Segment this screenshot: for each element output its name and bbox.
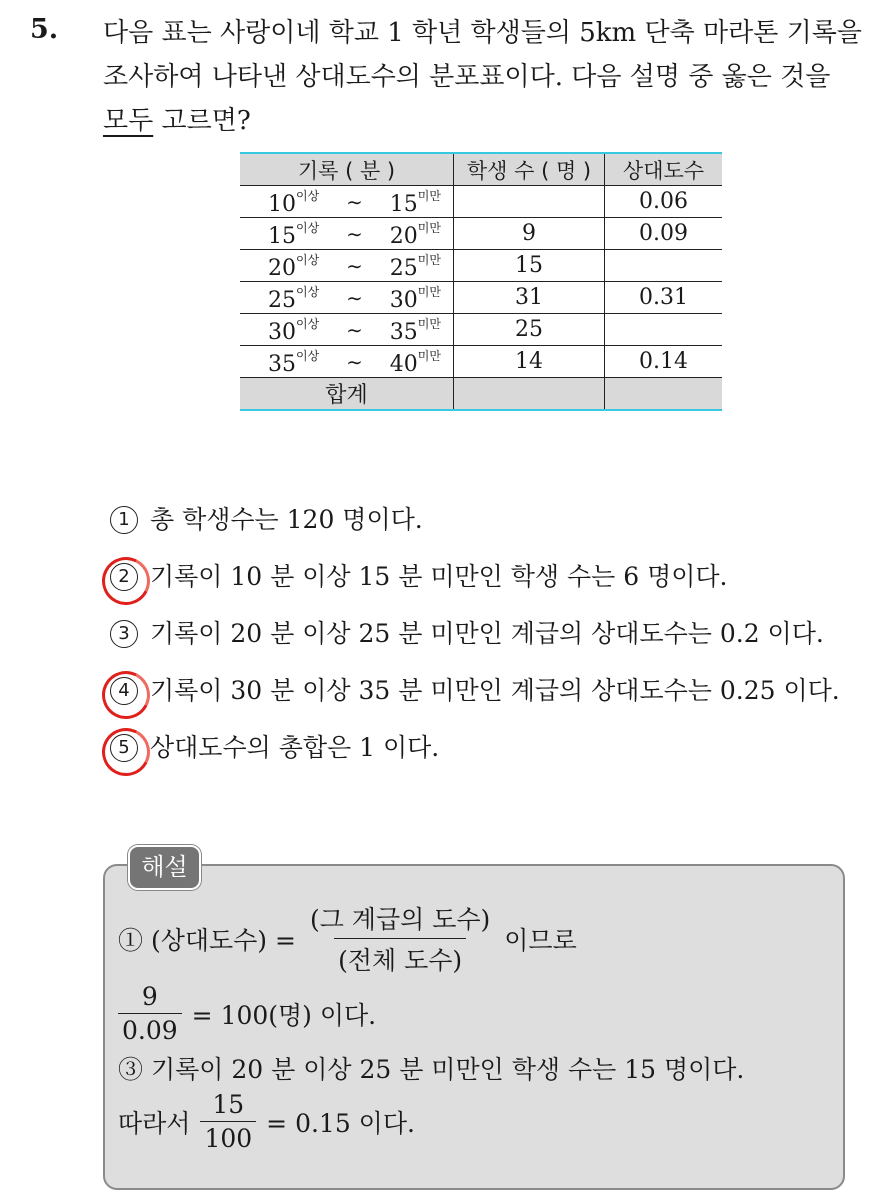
student-count [454,186,605,218]
table-row [240,314,722,346]
student-count: 9 [454,218,605,250]
solution-fraction-3 [200,1090,256,1153]
solution-l2-post: = 100(명) 이다. [191,1000,377,1030]
record-range: $10^{이상}$ ∼ $15^{미만}$ [240,186,454,218]
answer-check-mark [96,665,156,725]
relative-frequency [605,250,723,282]
solution-l1-pre: ① (상대도수) = [118,925,296,955]
header-record: 기록 ( 분 ) [240,153,454,186]
relative-frequency: 0.09 [605,218,723,250]
fraction-1-denominator: (전체 도수) [334,938,466,977]
answer-option [110,728,840,785]
relative-frequency [605,314,723,346]
question-emphasis: 모두 [103,106,154,136]
student-count: 15 [454,250,605,282]
header-relative: 상대도수 [605,153,723,186]
question-number: 5. [30,14,59,45]
record-range: $35^{이상}$ ∼ $40^{미만}$ [240,346,454,378]
solution-l4-pre: 따라서 [118,1108,191,1138]
total-relative [605,378,723,411]
answer-option [110,500,840,557]
relative-frequency: 0.31 [605,282,723,314]
question-line-2: 조사하여 나타낸 상대도수의 분포표이다. 다음 설명 중 옳은 것을 [103,62,831,92]
fraction-3-numerator: 15 [212,1090,245,1119]
fraction-2-denominator: 0.09 [118,1013,182,1045]
total-label: 합계 [240,378,454,411]
student-count: 31 [454,282,605,314]
option-number: 5 [110,734,138,762]
solution-fraction-2 [118,982,182,1045]
solution-l1-post: 이므로 [504,925,577,955]
frequency-table [240,152,722,411]
header-count: 학생 수 ( 명 ) [454,153,605,186]
student-count: 14 [454,346,605,378]
answer-check-mark [96,722,156,782]
fraction-3-denominator: 100 [200,1121,256,1153]
option-text: 기록이 20 분 이상 25 분 미만인 계급의 상대도수는 0.2 이다. [150,619,824,648]
option-number: 3 [110,620,138,648]
answer-option [110,671,840,728]
question-text [103,11,873,143]
answer-option [110,557,840,614]
record-range: $25^{이상}$ ∼ $30^{미만}$ [240,282,454,314]
solution-tag: 해설 [128,845,201,890]
record-range: $15^{이상}$ ∼ $20^{미만}$ [240,218,454,250]
solution-line-1 [118,900,577,977]
solution-line-4 [118,1090,415,1153]
option-number: 2 [110,563,138,591]
solution-l4-post: = 0.15 이다. [266,1108,415,1138]
answer-check-mark [96,551,156,611]
total-count [454,378,605,411]
question-line-1: 다음 표는 사랑이네 학교 1 학년 학생들의 5km 단축 마라톤 기록을 [103,18,862,48]
question-tail: 고르면? [153,106,251,136]
record-range: $20^{이상}$ ∼ $25^{미만}$ [240,250,454,282]
table-row [240,282,722,314]
option-number: 1 [110,506,138,534]
option-text: 상대도수의 총합은 1 이다. [150,733,440,762]
answer-options [110,500,840,785]
option-text: 기록이 30 분 이상 35 분 미만인 계급의 상대도수는 0.25 이다. [150,676,840,705]
fraction-2-numerator: 9 [141,982,158,1011]
table-row [240,186,722,218]
relative-frequency: 0.06 [605,186,723,218]
solution-line-3: ③ 기록이 20 분 이상 25 분 미만인 학생 수는 15 명이다. [118,1055,745,1084]
relative-frequency: 0.14 [605,346,723,378]
table-row [240,346,722,378]
solution-fraction-1 [306,900,494,977]
solution-line-2 [118,982,376,1045]
answer-option [110,614,840,671]
option-number: 4 [110,677,138,705]
option-text: 총 학생수는 120 명이다. [150,505,423,534]
option-text: 기록이 10 분 이상 15 분 미만인 학생 수는 6 명이다. [150,562,728,591]
table-row [240,250,722,282]
student-count: 25 [454,314,605,346]
fraction-1-numerator: (그 계급의 도수) [309,905,491,934]
table-row [240,218,722,250]
record-range: $30^{이상}$ ∼ $35^{미만}$ [240,314,454,346]
